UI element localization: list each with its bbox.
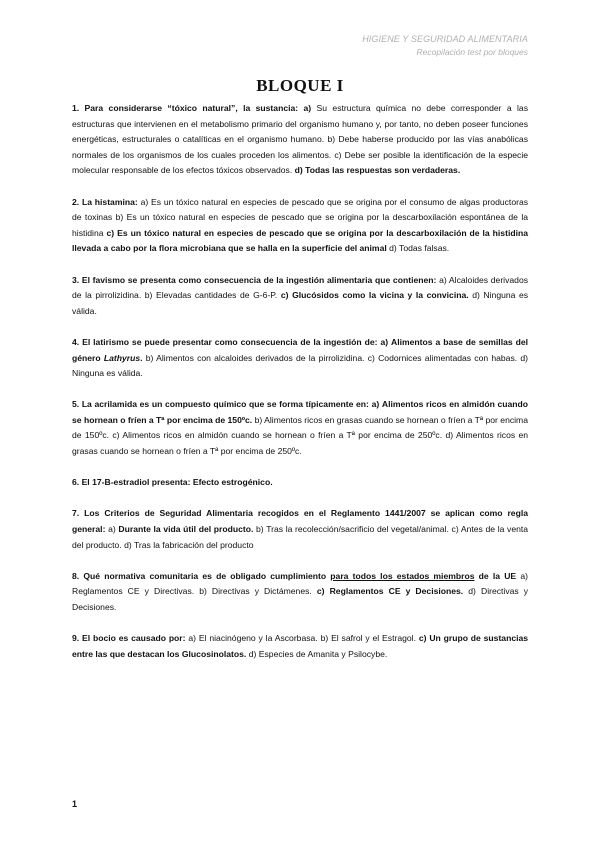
option-d: Tras la fabricación del producto — [133, 539, 254, 550]
option-c-label: c) — [334, 149, 342, 160]
option-d-label: d) — [294, 165, 303, 176]
option-b: Alimentos con alcaloides derivados de la pirrolizidina. — [156, 352, 365, 363]
option-c-correct: Glucósidos como la vicina y la convicina. — [292, 290, 469, 301]
question-3 — [72, 273, 528, 320]
option-a-label: a) — [380, 336, 389, 347]
question-text: Qué normativa comunitaria es de obligado cumplimiento — [83, 570, 327, 581]
option-c-label: c) — [367, 352, 375, 363]
option-c: Antes de la venta del producto. — [72, 524, 529, 550]
option-a: Su estructura química no debe corresponder a las estructuras que intervienen en el metabolismo primario del organismo humano y, por tanto, no deben poseer funciones energéticas, estructurales o catalíticas en el organismo humano. — [72, 103, 529, 145]
option-c: Codornices alimentadas con habas. — [378, 352, 518, 363]
option-d-label: d) — [445, 430, 454, 441]
page-number: 1 — [72, 799, 78, 809]
option-d-label: d) — [124, 539, 132, 550]
option-d-label: d) — [248, 648, 257, 659]
option-d: Directivas y Decisiones. — [72, 586, 529, 612]
option-b: Debe haberse producido por las vías anabólicas normales de los organismos de los cuales proceden los alimentos. — [72, 134, 528, 160]
option-a-label: a) — [439, 274, 447, 285]
question-7 — [72, 506, 528, 553]
option-a-genus: Lathyrus — [103, 352, 141, 363]
question-list — [72, 101, 528, 678]
question-number: 8. — [72, 570, 80, 581]
option-b-label: b) — [327, 134, 336, 145]
option-c-correct: Un grupo de sustancias entre las que destacan los Glucosinolatos. — [72, 633, 529, 659]
question-text: El bocio es causado por: — [82, 633, 186, 644]
question-number: 6. — [72, 477, 80, 488]
question-text-end: de la UE — [478, 570, 517, 581]
question-text: El favismo se presenta como consecuencia de la ingestión alimentaria que contienen: — [81, 274, 437, 285]
page-header — [362, 33, 528, 58]
option-b: Directivas y Dictámenes. — [211, 586, 312, 597]
header-subject: HIGIENE Y SEGURIDAD ALIMENTARIA — [362, 34, 528, 44]
option-c: Alimentos ricos en almidón cuando se hornean o fríen a Tª por encima de 250ºc. — [122, 430, 443, 441]
option-c-label: c) — [418, 633, 427, 644]
option-b-label: b) — [320, 633, 329, 644]
option-a-label: a) — [520, 570, 528, 581]
option-d-label: d) — [472, 290, 480, 301]
option-b: El safrol y el Estragol. — [331, 633, 416, 644]
option-a-label: a) — [371, 399, 380, 410]
question-8 — [72, 569, 528, 616]
question-6 — [72, 475, 528, 491]
question-text: La histamina: — [81, 196, 138, 207]
option-b: Elevadas cantidades de G-6-P. — [155, 290, 278, 301]
option-a: Alcaloides derivados de la pirrolizidina. — [72, 274, 529, 301]
option-d: Ninguna es válida. — [72, 290, 529, 316]
question-number: 1. — [72, 103, 80, 113]
option-a-correct: Durante la vida útil del producto. — [118, 524, 254, 535]
question-text: La acrilamida es un compuesto químico que se forma típicamente en: — [81, 399, 369, 410]
question-text-underlined: para todos los estados miembros — [330, 570, 475, 581]
option-a-label: a) — [188, 633, 197, 644]
option-b-label: b) — [254, 414, 263, 425]
option-b: Tras la recolección/sacrificio del vegetal/animal. — [266, 524, 449, 535]
option-d: Alimentos ricos en grasas cuando se hornean o fríen a Tª por encima de 250ºc. — [72, 430, 529, 457]
option-a-correct: Alimentos a base de semillas del género — [72, 336, 528, 363]
option-a-label: a) — [303, 103, 312, 113]
question-number: 5. — [72, 399, 80, 410]
option-d: Ninguna es válida. — [72, 368, 143, 379]
option-c-label: c) — [112, 430, 120, 441]
option-d-label: d) — [468, 586, 476, 597]
option-d-correct: Todas las respuestas son verdaderas. — [305, 165, 461, 176]
question-2 — [72, 195, 528, 257]
option-c-label: c) — [106, 227, 115, 238]
option-a: Es un tóxico natural en especies de pescado que se origina por el consumo de algas productoras de toxinas — [72, 196, 529, 223]
question-number: 3. — [72, 274, 80, 285]
option-d: Especies de Amanita y Psilocybe. — [258, 648, 388, 659]
option-c: Debe ser posible la identificación de la especie molecular responsable de los efectos tóxicos observados. — [72, 149, 529, 176]
option-a: Reglamentos CE y Directivas. — [72, 586, 195, 597]
option-d-label: d) — [389, 243, 397, 254]
option-c-label: c) — [280, 290, 289, 301]
option-b-label: b) — [115, 212, 124, 223]
question-number: 7. — [72, 508, 80, 519]
header-subtitle: Recopilación test por bloques — [416, 47, 528, 57]
option-b: Alimentos ricos en grasas cuando se hornean o fríen a Tª por encima de 150ºc. — [72, 414, 528, 441]
option-c-label: c) — [316, 586, 325, 597]
page-title: BLOQUE I — [256, 76, 344, 95]
question-number: 2. — [72, 196, 80, 207]
option-c-label: c) — [451, 524, 459, 535]
option-c-correct: Es un tóxico natural en especies de pescado que se origina por la descarboxilación de la histidina llevada a cabo por la flora microbiana que se halla en la superficie del animal — [72, 227, 529, 254]
option-b: Es un tóxico natural en especies de pescado que se origina por la descarboxilación espontánea de la histidina — [72, 212, 529, 238]
question-text: El latirismo se puede presentar como consecuencia de la ingestión de: — [82, 336, 378, 347]
question-number: 4. — [72, 336, 80, 347]
question-5 — [72, 397, 528, 459]
option-b-label: b) — [144, 290, 153, 301]
question-text: El 17-B-estradiol presenta: Efecto estrogénico. — [81, 477, 273, 488]
option-b-label: b) — [145, 352, 154, 363]
question-text: Para considerarse “tóxico natural”, la sustancia: — [84, 103, 299, 113]
option-c-correct: Reglamentos CE y Decisiones. — [329, 586, 464, 597]
option-a: El niacinógeno y la Ascorbasa. — [198, 633, 318, 644]
option-d: Todas falsas. — [399, 243, 450, 254]
option-a-label: a) — [140, 196, 149, 207]
option-a-correct: Alimentos ricos en almidón cuando se hornean o fríen a Tª por encima de 150ºc. — [72, 399, 529, 425]
question-1 — [72, 101, 528, 179]
option-d-label: d) — [520, 352, 528, 363]
question-4: 4. El latirismo se puede presentar como consecuencia de la ingestión de: a) Alimentos a base de semillas del género Lathyrus. b) Alimentos con alcaloides derivados de la pirrolizidina. c) Codornices alimentadas con habas. d) Ninguna es válida. — [72, 336, 528, 379]
option-b-label: b) — [256, 524, 264, 535]
option-b-label: b) — [199, 586, 207, 597]
question-text: Los Criterios de Seguridad Alimentaria recogidos en el Reglamento 1441/2007 se aplican como regla general: — [72, 508, 528, 535]
question-9 — [72, 631, 528, 662]
option-a-label: a) — [108, 524, 116, 535]
question-number: 9. — [72, 633, 80, 644]
